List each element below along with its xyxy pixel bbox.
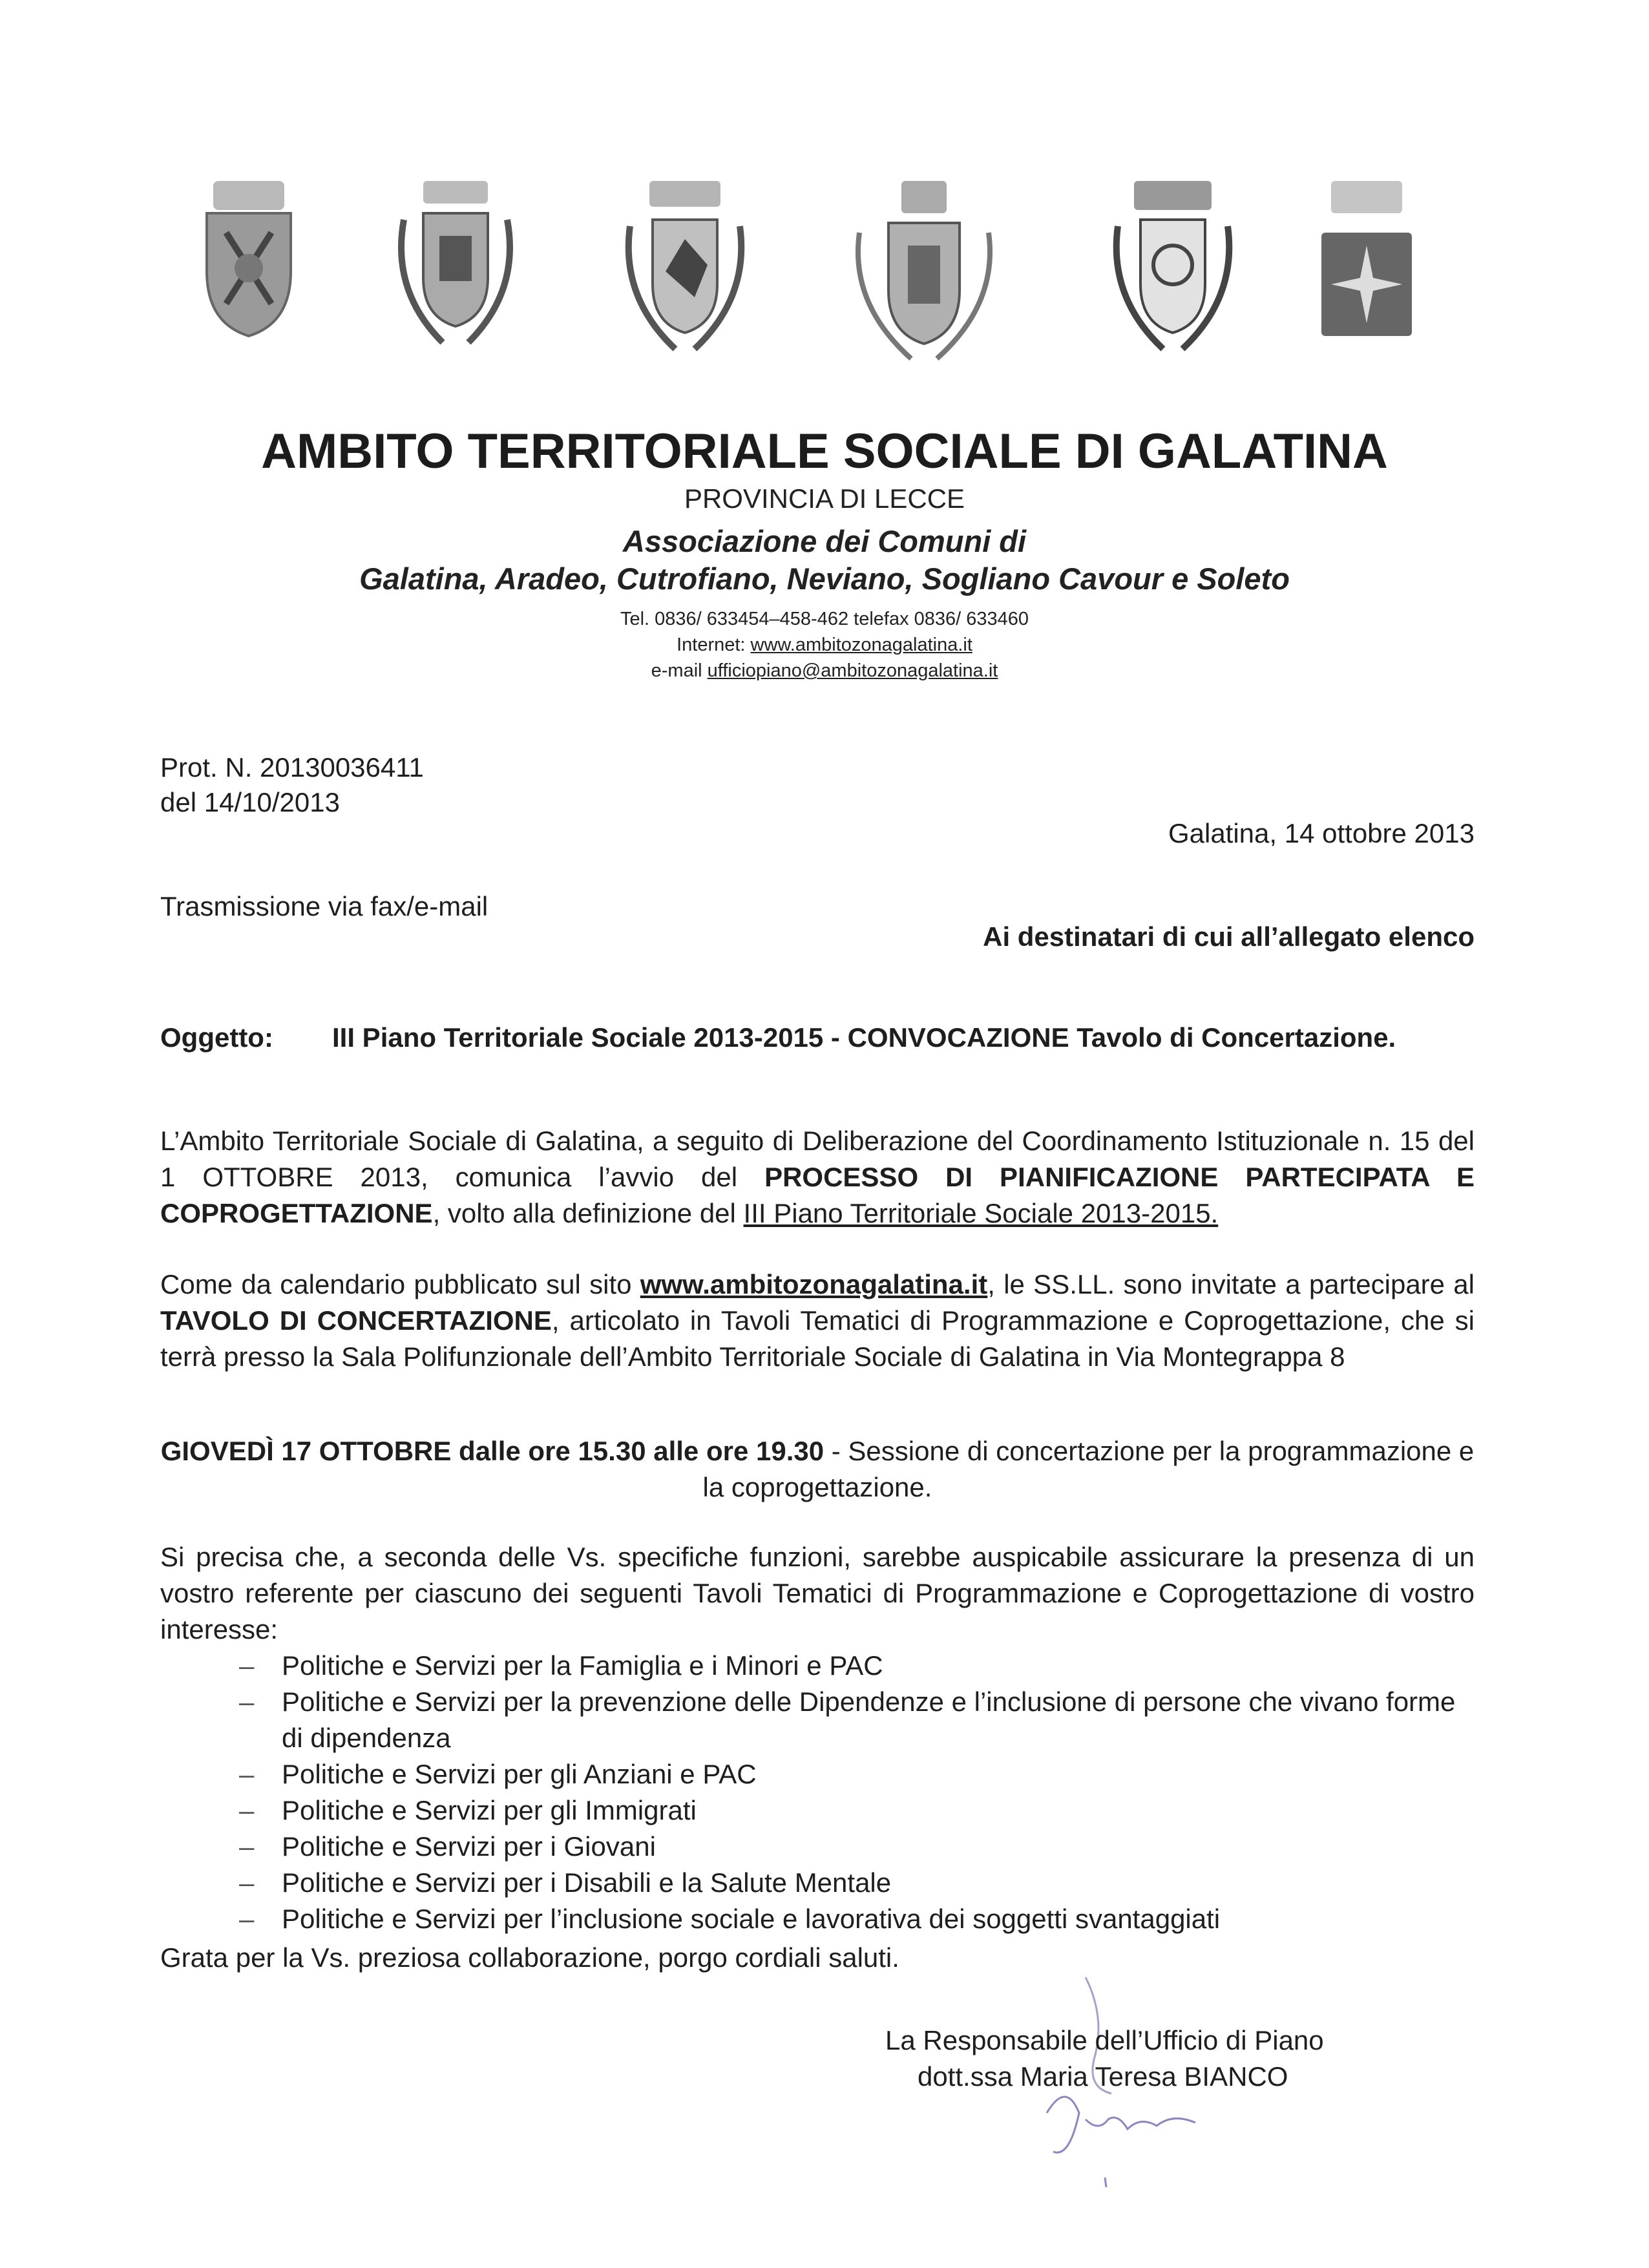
list-item-text: Politiche e Servizi per gli Immigrati	[282, 1795, 697, 1825]
phone-line: Tel. 0836/ 633454–458-462 telefax 0836/ 633460	[620, 609, 1029, 629]
invite-text-2: , le SS.LL. sono invitate a partecipare al	[987, 1269, 1475, 1299]
internet-line	[0, 635, 1649, 656]
dash-bullet: –	[239, 1759, 255, 1789]
list-item-text: Politiche e Servizi per l’inclusione sociale e lavorativa dei soggetti svantaggiati	[282, 1904, 1221, 1934]
list-item	[239, 1829, 1467, 1865]
crest-neviano	[840, 174, 1008, 368]
meeting-details	[160, 1433, 1475, 1506]
list-item	[239, 1792, 1467, 1829]
dash-bullet: –	[239, 1867, 255, 1898]
crest-soleto	[1312, 174, 1422, 349]
crest-aradeo	[378, 174, 533, 355]
meeting-date: GIOVEDÌ 17 OTTOBRE dalle ore 15.30 alle ore 19.30	[160, 1436, 824, 1466]
intro-bold: PROCESSO DI PIANIFICAZIONE PARTECIPATA E COPROGETTAZIONE	[160, 1162, 1475, 1228]
dash-bullet: –	[239, 1904, 255, 1934]
list-item-text: Politiche e Servizi per i Giovani	[282, 1831, 656, 1862]
email-line	[0, 660, 1649, 682]
intro-text: L’Ambito Territoriale Sociale di Galatina, a seguito di Deliberazione del Coordinamento Istituzionale n. 15 del 1 OTTOBRE 2013, comunica l’avvio del	[160, 1126, 1475, 1192]
invite-text-3: , articolato in Tavoli Tematici di Programmazione e Coprogettazione, che si terrà presso la Sala Polifunzionale dell’Ambito Territoriale Sociale di Galatina in Via Montegrappa 8	[160, 1305, 1475, 1372]
paragraph-tables: Si precisa che, a seconda delle Vs. specifiche funzioni, sarebbe auspicabile assicurare la presenza di un vostro referente per ciascuno dei seguenti Tavoli Tematici di Programmazione e Coprogettazione di vostro interesse:	[160, 1542, 1475, 1644]
invite-text: Come da calendario pubblicato sul sito	[160, 1269, 640, 1299]
association-line: Associazione dei Comuni di	[622, 524, 1027, 558]
subject-text: III Piano Territoriale Sociale 2013-2015 - CONVOCAZIONE Tavolo di Concertazione.	[332, 1022, 1396, 1053]
place-date: Galatina, 14 ottobre 2013	[1168, 818, 1475, 848]
dash-bullet: –	[239, 1686, 255, 1717]
protocol-number: Prot. N. 20130036411	[160, 752, 424, 782]
municipalities-line: Galatina, Aradeo, Cutrofiano, Neviano, Sogliano Cavour e Soleto	[359, 562, 1290, 596]
crest-galatina	[187, 174, 310, 342]
signatory-name: dott.ssa Maria Teresa BIANCO	[918, 2061, 1288, 2092]
dash-bullet: –	[239, 1650, 255, 1681]
internet-label: Internet:	[677, 635, 751, 655]
crest-sogliano	[1098, 174, 1247, 362]
protocol-date: del 14/10/2013	[160, 787, 340, 817]
email-label: e-mail	[651, 660, 708, 681]
email-link[interactable]: ufficiopiano@ambitozonagalatina.it	[707, 660, 998, 681]
list-item	[239, 1865, 1467, 1901]
intro-underlined: III Piano Territoriale Sociale 2013-2015.	[743, 1198, 1219, 1228]
transmission-note: Trasmissione via fax/e-mail	[160, 891, 488, 921]
org-title: AMBITO TERRITORIALE SOCIALE DI GALATINA	[261, 424, 1388, 479]
closing-greeting: Grata per la Vs. preziosa collaborazione, porgo cordiali saluti.	[160, 1942, 899, 1973]
invite-bold: TAVOLO DI CONCERTAZIONE	[160, 1305, 552, 1336]
intro-text-2: , volto alla definizione del	[432, 1198, 744, 1228]
signatory-role: La Responsabile dell’Ufficio di Piano	[885, 2025, 1324, 2055]
site-link[interactable]: www.ambitozonagalatina.it	[640, 1269, 988, 1299]
paragraph-invitation	[160, 1266, 1475, 1375]
list-item-text: Politiche e Servizi per gli Anziani e PAC	[282, 1759, 757, 1789]
list-item-text: Politiche e Servizi per i Disabili e la Salute Mentale	[282, 1867, 892, 1898]
crest-cutrofiano	[611, 174, 759, 362]
list-item	[239, 1756, 1467, 1792]
paragraph-intro	[160, 1123, 1475, 1232]
list-item	[239, 1901, 1467, 1937]
list-item	[239, 1684, 1467, 1756]
dash-bullet: –	[239, 1795, 255, 1825]
list-item-text: Politiche e Servizi per la prevenzione delle Dipendenze e l’inclusione di persone che vivano forme di dipendenza	[282, 1686, 1456, 1753]
subject-label: Oggetto:	[160, 1022, 273, 1053]
recipients-line: Ai destinatari di cui all’allegato elenco	[983, 921, 1475, 952]
meeting-description: - Sessione di concertazione per la programmazione e la coprogettazione.	[702, 1436, 1475, 1502]
dash-bullet: –	[239, 1831, 255, 1862]
thematic-tables-list	[239, 1648, 1467, 1937]
list-item	[239, 1648, 1467, 1684]
province: PROVINCIA DI LECCE	[684, 483, 965, 514]
list-item-text: Politiche e Servizi per la Famiglia e i Minori e PAC	[282, 1650, 883, 1681]
website-link[interactable]: www.ambitozonagalatina.it	[750, 635, 972, 655]
